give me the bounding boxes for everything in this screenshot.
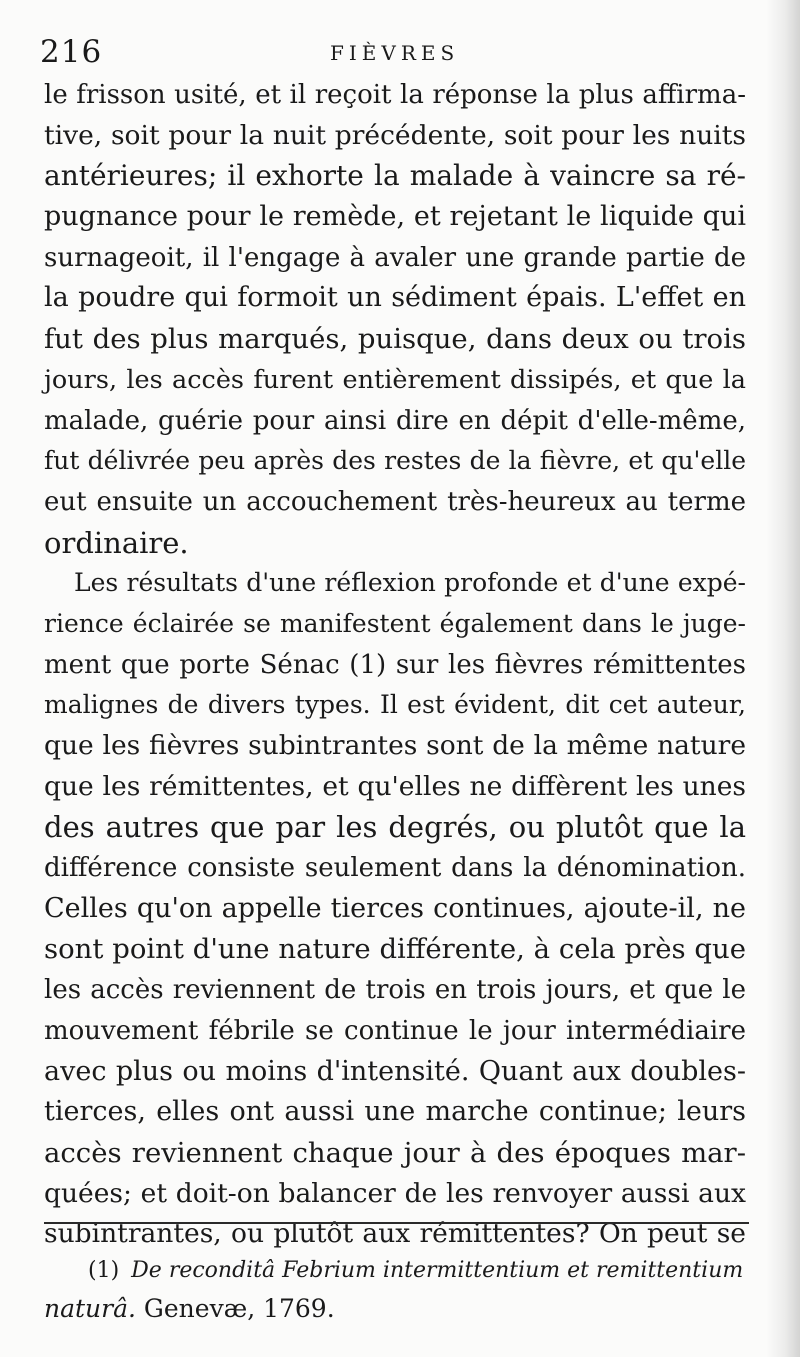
footnote-line — [44, 1252, 756, 1290]
text-line: tierces, elles ont aussi une marche continue; leurs — [44, 1096, 746, 1128]
page-gutter-shadow — [766, 0, 800, 1357]
text-line: avec plus ou moins d'intensité. Quant aux doubles- — [44, 1055, 746, 1087]
text-line: ment que porte Sénac (1) sur les fièvres rémittentes — [44, 649, 746, 680]
text-line: antérieures; il exhorte la malade à vaincre sa ré- — [44, 159, 746, 193]
running-head: FIÈVRES — [330, 41, 460, 65]
body-text — [44, 75, 746, 1255]
text-line: accès reviennent chaque jour à des époques mar- — [44, 1136, 746, 1169]
text-line: ordinaire. — [44, 525, 189, 560]
text-line: rience éclairée se manifestent également dans le juge- — [44, 608, 746, 638]
text-line: quées; et doit-on balancer de les renvoyer aussi aux — [44, 1177, 746, 1209]
text-line: différence consiste seulement dans la dénomination. — [44, 853, 746, 884]
text-line: mouvement fébrile se continue le jour intermédiaire — [44, 1015, 746, 1046]
text-line: sont point d'une nature différente, à cela près que — [44, 933, 746, 966]
footnote-title-continued: naturâ. — [44, 1294, 136, 1323]
text-line: fut des plus marqués, puisque, dans deux ou trois — [44, 323, 746, 356]
text-line: que les fièvres subintrantes sont de la même nature — [44, 730, 746, 761]
text-line: que les rémittentes, et qu'elles ne diffèrent les unes — [44, 770, 746, 802]
text-line: le frisson usité, et il reçoit la réponse la plus affirma- — [44, 80, 746, 110]
footnote-imprint: Genevæ, 1769. — [135, 1294, 335, 1323]
footnote-rule — [44, 1222, 749, 1224]
text-line: pugnance pour le remède, et rejetant le liquide qui — [44, 201, 746, 233]
footnote-line — [44, 1290, 756, 1328]
footnote-marker: (1) — [88, 1258, 120, 1283]
text-line: jours, les accès furent entièrement dissipés, et que la — [44, 364, 746, 395]
text-line: les accès reviennent de trois en trois jours, et que le — [44, 975, 746, 1006]
footnote — [44, 1252, 756, 1328]
text-line: la poudre qui formoit un sédiment épais. L'effet en — [44, 282, 746, 314]
text-line: fut délivrée peu après des restes de la fièvre, et qu'elle — [44, 446, 746, 476]
text-line: Celles qu'on appelle tierces continues, ajoute-il, ne — [44, 892, 746, 924]
text-line: Les résultats d'une réflexion profonde et d'une expé- — [74, 568, 746, 598]
text-line: eut ensuite un accouchement très-heureux au terme — [44, 486, 746, 517]
page-number: 216 — [40, 34, 103, 70]
text-line: des autres que par les degrés, ou plutôt que la — [44, 810, 746, 845]
text-line: surnageoit, il l'engage à avaler une grande partie de — [44, 242, 746, 273]
footnote-title: De reconditâ Febrium intermittentium et remittentium — [131, 1258, 744, 1283]
text-line: malade, guérie pour ainsi dire en dépit d'elle-même, — [44, 405, 746, 436]
text-line: tive, soit pour la nuit précédente, soit pour les nuits — [44, 119, 746, 151]
text-line: malignes de divers types. Il est évident, dit cet auteur, — [44, 690, 746, 720]
text-line: subintrantes, ou plutôt aux rémittentes? On peut se — [44, 1218, 746, 1250]
